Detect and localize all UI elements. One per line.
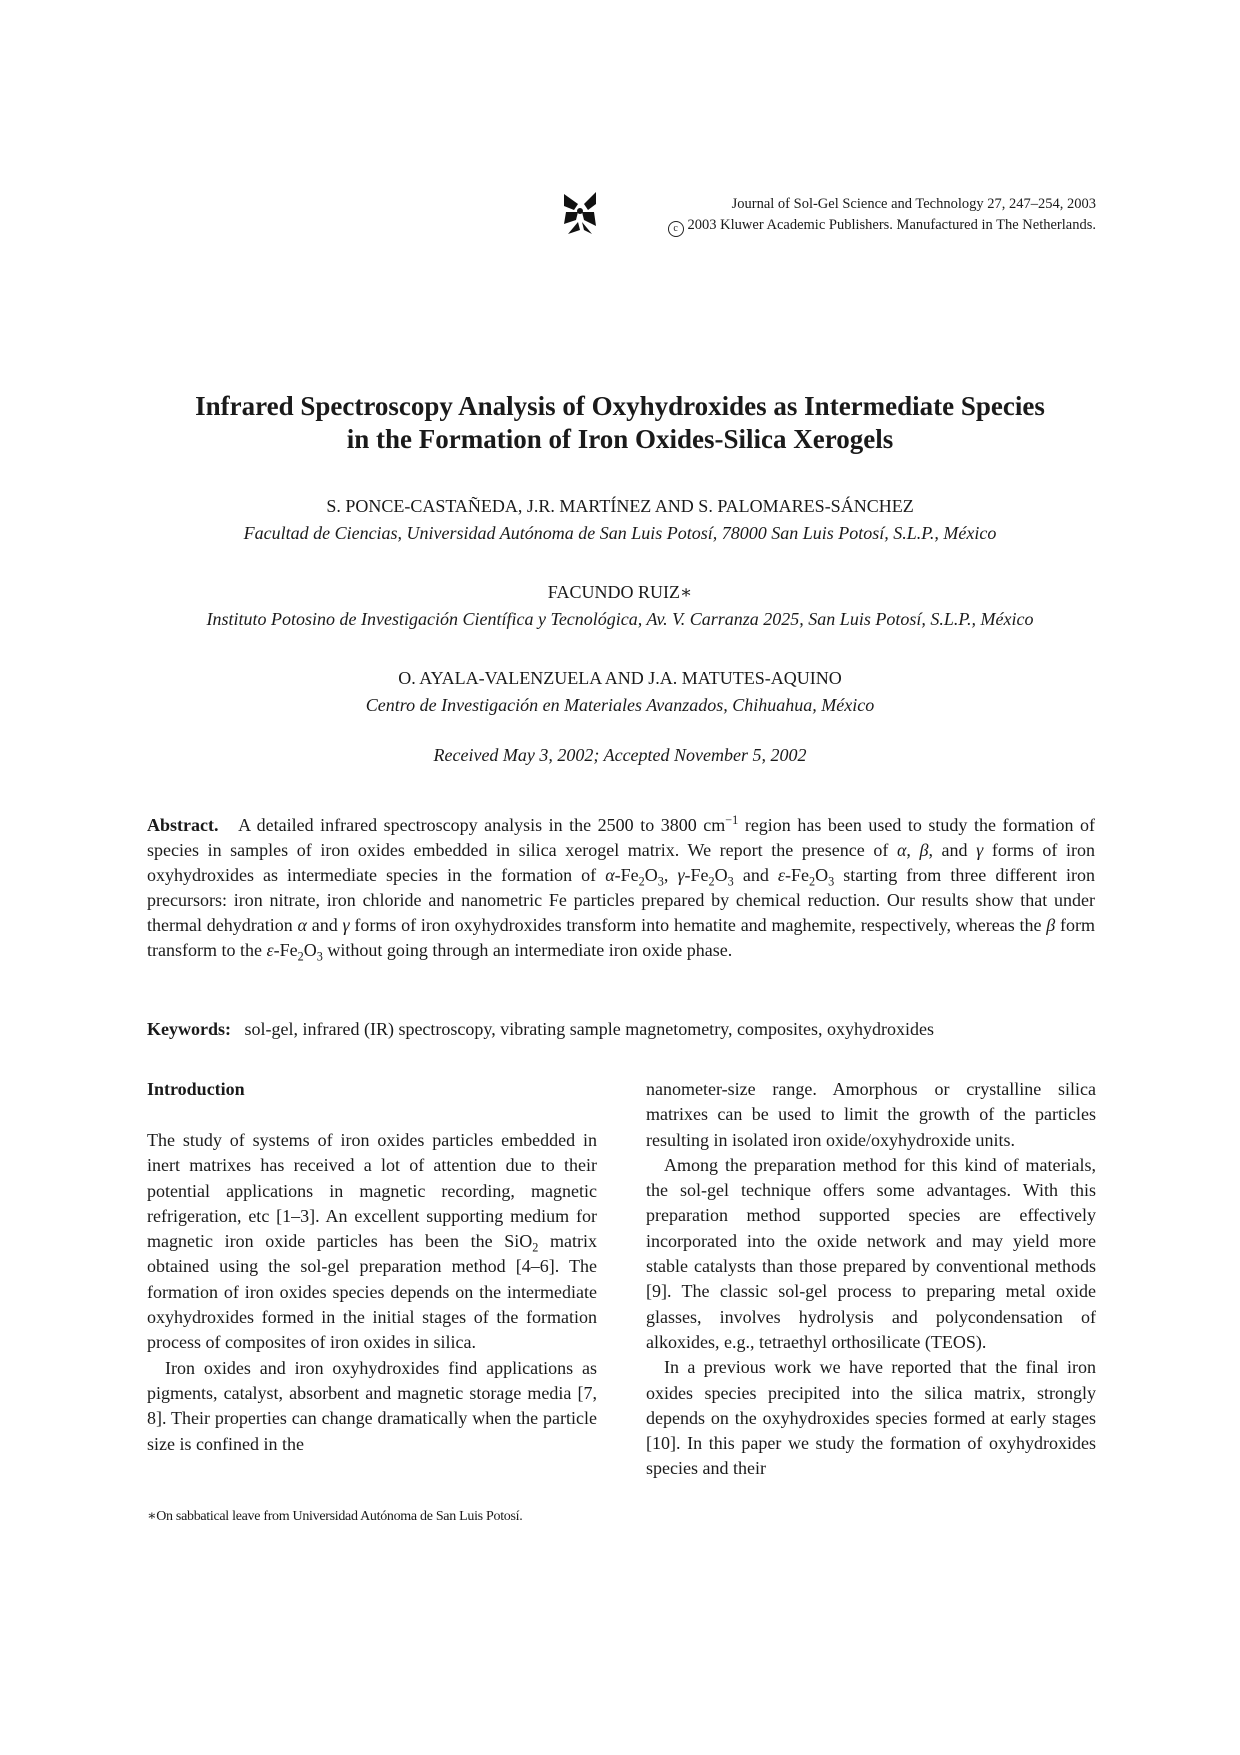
paragraph-text: The study of systems of iron oxides particles embedded in inert matrixes has received a lot of attention due to their potential applications in magnetic recording, magnetic refrigeration, etc [1–3]. An excellent supporting medium for magnetic iron oxide particles has been the SiO xyxy=(147,1130,597,1252)
paragraph: In a previous work we have reported that the final iron oxides species precipited into the silica matrix, strongly depends on the oxyhydroxides species formed at early stages [10]. In this paper we study the formation of oxyhydroxides species and their xyxy=(646,1357,1096,1479)
title-line-2: in the Formation of Iron Oxides-Silica Xerogels xyxy=(346,424,894,454)
abstract-label: Abstract. xyxy=(147,815,219,835)
paragraph: The study of systems of iron oxides particles embedded in inert matrixes has received a lot of attention due to their potential applications in magnetic recording, magnetic refrigeration, etc [1–3]. An excellent supporting medium for magnetic iron oxide particles has been the SiO$_2$ matrix obtained using the sol-gel preparation method [4–6]. The formation of iron oxides species depends on the intermediate oxyhydroxides formed in the initial stages of the formation process of composites of iron oxides in silica. xyxy=(147,1130,597,1353)
paragraph: Iron oxides and iron oxyhydroxides find applications as pigments, catalyst, absorbent and magnetic storage media [7, 8]. Their properties can change dramatically when the particle size is confined in the xyxy=(147,1357,597,1454)
section-heading-introduction: Introduction xyxy=(147,1079,245,1099)
abstract-text: without going through an intermediate iron oxide phase. xyxy=(322,940,733,960)
affiliation-3: Centro de Investigación en Materiales Avanzados, Chihuahua, México xyxy=(365,695,875,715)
author-group-3: O. AYALA-VALENZUELA AND J.A. MATUTES-AQUINO xyxy=(398,668,842,688)
affiliation-2: Instituto Potosino de Investigación Científica y Tecnológica, Av. V. Carranza 2025, San Luis Potosí, S.L.P., México xyxy=(206,609,1034,629)
copyright-symbol: c xyxy=(668,221,684,237)
copyright-line xyxy=(560,215,1096,237)
abstract-text: forms of iron oxyhydroxides transform into hematite and maghemite, respectively, whereas the xyxy=(349,915,1047,935)
received-accepted-dates: Received May 3, 2002; Accepted November 5, 2002 xyxy=(433,745,807,765)
author-group-1: S. PONCE-CASTAÑEDA, J.R. MARTÍNEZ AND S. PALOMARES-SÁNCHEZ xyxy=(326,496,914,516)
journal-header xyxy=(560,194,1096,237)
affiliation-1: Facultad de Ciencias, Universidad Autónoma de San Luis Potosí, 78000 San Luis Potosí, S.L.P., México xyxy=(243,523,997,543)
abstract-superscript: −1 xyxy=(725,813,739,827)
author-group-2: FACUNDO RUIZ∗ xyxy=(547,582,693,602)
abstract-text: A detailed infrared spectroscopy analysis in the 2500 to 3800 cm xyxy=(238,815,726,835)
keywords xyxy=(147,1017,1095,1042)
paragraph: nanometer-size range. Amorphous or crystalline silica matrixes can be used to limit the growth of the particles resulting in isolated iron oxide/oxyhydroxide units. xyxy=(646,1079,1096,1150)
abstract-text: starting from three different iron precursors: iron nitrate, iron chloride and nanometric Fe particles prepared by chemical reduction. Our results show that under thermal dehydration xyxy=(147,865,1096,935)
copyright-text: 2003 Kluwer Academic Publishers. Manufactured in The Netherlands. xyxy=(687,217,1096,233)
keywords-label: Keywords: xyxy=(147,1019,231,1039)
abstract-text: region has been used to study the formation of species in samples of iron oxides embedded in silica xerogel matrix. We report the presence of xyxy=(147,815,1095,860)
footnote: ∗On sabbatical leave from Universidad Autónoma de San Luis Potosí. xyxy=(147,1509,523,1524)
abstract-text: form transform to the xyxy=(147,915,1095,960)
paper-title xyxy=(120,390,1120,456)
paragraph: Among the preparation method for this kind of materials, the sol-gel technique offers some advantages. With this preparation method supported species are effectively incorporated into the oxide network and may yield more stable catalysts than those prepared by conventional methods [9]. The classic sol-gel process to preparing metal oxide glasses, involves hydrolysis and polycondensation of alkoxides, e.g., tetraethyl orthosilicate (TEOS). xyxy=(646,1154,1096,1352)
left-column xyxy=(147,1128,597,1457)
title-line-1: Infrared Spectroscopy Analysis of Oxyhydroxides as Intermediate Species xyxy=(195,391,1045,421)
right-column xyxy=(646,1077,1096,1482)
keywords-text: sol-gel, infrared (IR) spectroscopy, vibrating sample magnetometry, composites, oxyhydroxides xyxy=(244,1019,934,1039)
paragraph-text: matrix obtained using the sol-gel preparation method [4–6]. The formation of iron oxides species depends on the intermediate oxyhydroxides formed in the initial stages of the formation process of composites of iron oxides in silica. xyxy=(147,1231,597,1353)
abstract-text: forms of iron oxyhydroxides as intermediate species in the formation of xyxy=(147,840,1095,885)
abstract: Abstract. A detailed infrared spectroscopy analysis in the 2500 to 3800 $cm^{-1}$ region has been used to study the formation of species in samples of iron oxides embedded in silica xerogel matrix. We report the presence of α, β, and γ forms of iron oxyhydroxides as intermediate species in the formation of $\alpha-Fe_2O_3$, $\gamma-Fe_2O_3$ and $\varepsilon-Fe_2O_3$ starting from three different iron precursors: iron nitrate, iron chloride and nanometric Fe particles prepared by chemical reduction. Our results show that under thermal dehydration α and γ forms of iron oxyhydroxides transform into hematite and maghemite, respectively, whereas the β form transform to the $\varepsilon-Fe_2O_3$ without going through an intermediate iron oxide phase. xyxy=(147,813,1096,964)
journal-citation: Journal of Sol-Gel Science and Technology 27, 247–254, 2003 xyxy=(731,196,1096,212)
